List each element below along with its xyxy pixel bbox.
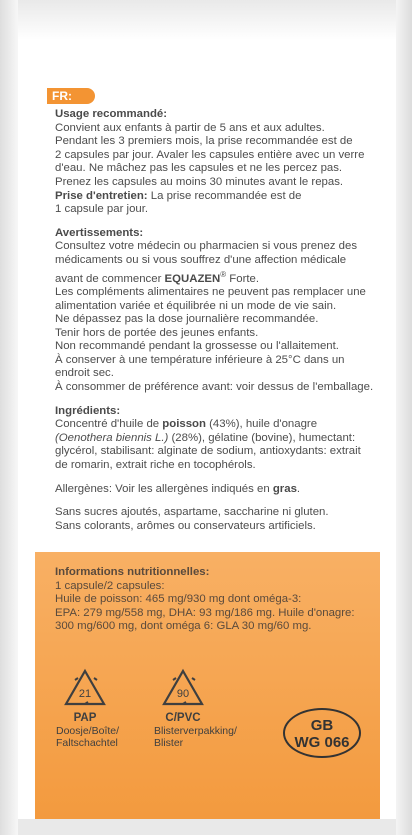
recycle-desc-line: Blister (154, 737, 184, 749)
allergens-text: Voir les allergènes indiqués en (112, 482, 273, 495)
label-text (55, 108, 385, 533)
warning-brand-line (55, 268, 385, 286)
warning-line: alimentation variée et équilibrée ni un mode de vie sain. (55, 299, 337, 312)
ingredients-line: de romarin, extrait riche en tocophérols. (55, 459, 256, 472)
brand-suffix: Forte. (226, 272, 260, 285)
brand-name: EQUAZEN (164, 272, 221, 285)
usage-line: Convient aux enfants à partir de 5 ans et aux adultes. (55, 121, 325, 134)
nutrition-line: 1 capsule/2 capsules: (55, 579, 165, 592)
brand-prefix: avant de commencer (55, 272, 165, 285)
stamp-code: WG 066 (294, 734, 350, 751)
nutrition-line: 300 mg/600 mg, dont oméga 6: GLA 30 mg/60 mg. (55, 620, 312, 633)
allergens-end: . (296, 482, 301, 495)
recycle-code: C/PVC (165, 712, 201, 724)
language-tag-fr: FR: (47, 88, 95, 104)
box-left-edge (0, 0, 18, 835)
recycling-paper (40, 668, 130, 750)
ingredients-text: (28%), gélatine (bovine), humectant: (168, 431, 356, 444)
stamp-country: GB (310, 717, 334, 734)
usage-line: 2 capsules par jour. Avaler les capsules entière avec un verre (55, 148, 365, 161)
allergens-label: Allergènes: (55, 482, 112, 495)
recycle-code: PAP (73, 712, 97, 724)
usage-line: d'eau. Ne mâchez pas les capsules et ne les percez pas. (55, 162, 343, 175)
usage-line: Pendant les 3 premiers mois, la prise recommandée est de (55, 135, 353, 148)
maintenance-label: Prise d'entretien: (55, 189, 148, 202)
warning-line: médicaments ou si vous souffrez d'une affection médicale (55, 253, 347, 266)
recycle-desc (154, 724, 237, 750)
nutrition-line: EPA: 279 mg/558 mg, DHA: 93 mg/186 mg. Huile d'onagre: (55, 606, 355, 619)
maintenance-text: La prise recommandée est de (147, 189, 302, 202)
warning-line: Les compléments alimentaires ne peuvent pas remplacer une (55, 285, 366, 298)
ingredients-line (55, 432, 385, 446)
ingredients-line: glycérol, stabilisant: alginate de sodium, antioxydants: extrait (55, 445, 361, 458)
box-right-edge (396, 0, 412, 835)
box-top-edge (0, 0, 412, 40)
usage-heading: Usage recommandé: (55, 108, 168, 120)
allergens-bold: gras (272, 482, 297, 495)
nutrition-heading: Informations nutritionnelles: (55, 566, 210, 578)
ingredients-heading: Ingrédients: (55, 404, 121, 417)
recycle-desc-line: Faltschachtel (56, 737, 118, 749)
registered-mark: ® (220, 269, 227, 279)
recycle-triangle-icon (160, 668, 206, 710)
free-from-line: Sans sucres ajoutés, aspartame, saccharine ni gluten. (55, 506, 329, 519)
latin-name: (Oenothera biennis L.) (55, 431, 169, 444)
warning-line: À consommer de préférence avant: voir dessus de l'emballage. (55, 381, 374, 394)
usage-line: Prenez les capsules au moins 30 minutes avant le repas. (55, 175, 344, 188)
allergen-fish: poisson (162, 418, 206, 431)
recycle-desc-line: Doosje/Boîte/ (56, 724, 120, 737)
warning-line: Non recommandé pendant la grossesse ou l'allaitement. (55, 340, 339, 353)
recycle-number: 90 (176, 688, 190, 700)
warnings-heading: Avertissements: (55, 226, 144, 239)
warning-line: Consultez votre médecin ou pharmacien si vous prenez des (55, 240, 358, 253)
allergens-line (55, 483, 385, 497)
free-from-line: Sans colorants, arômes ou conservateurs artificiels. (55, 519, 316, 532)
health-mark-stamp (283, 708, 361, 758)
recycle-desc-line: Blisterverpakking/ (154, 724, 237, 737)
maintenance-line (55, 190, 385, 204)
ingredients-line (55, 418, 385, 432)
recycling-pvc (138, 668, 237, 750)
nutrition-info (55, 566, 385, 634)
nutrition-line: Huile de poisson: 465 mg/930 mg dont oméga-3: (55, 593, 302, 606)
maintenance-line-2: 1 capsule par jour. (55, 203, 149, 216)
recycle-number: 21 (78, 688, 92, 700)
ingredients-text: (43%), huile d'onagre (205, 418, 318, 431)
recycle-desc (56, 725, 130, 750)
warning-line: endroit sec. (55, 367, 114, 380)
ingredients-text: Concentré d'huile de (55, 418, 163, 431)
box-bottom-edge (18, 819, 396, 835)
warning-line: Ne dépassez pas la dose journalière recommandée. (55, 313, 319, 326)
recycle-triangle-icon (62, 668, 108, 710)
warning-line: Tenir hors de portée des jeunes enfants. (55, 326, 259, 339)
warning-line: À conserver à une température inférieure à 25°C dans un (55, 353, 345, 366)
